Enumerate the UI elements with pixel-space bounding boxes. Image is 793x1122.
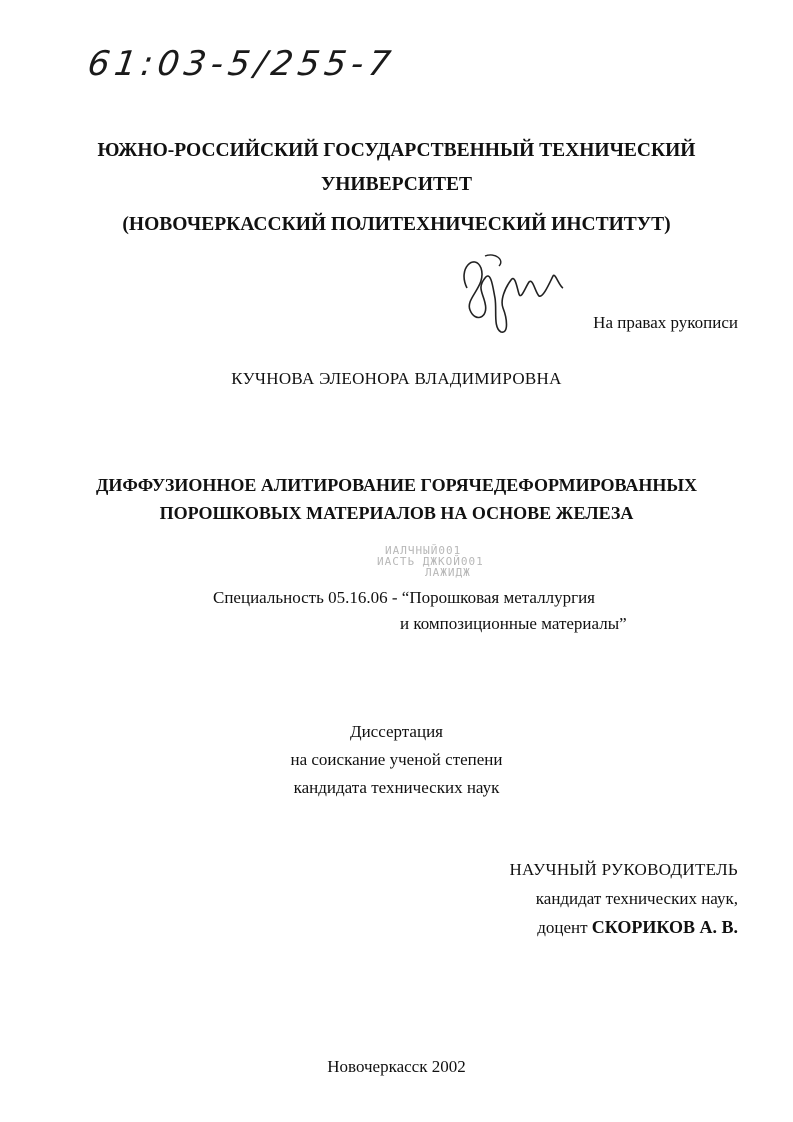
signature-stroke bbox=[464, 262, 563, 332]
dissertation-title-line2: ПОРОШКОВЫХ МАТЕРИАЛОВ НА ОСНОВЕ ЖЕЛЕЗА bbox=[159, 503, 634, 523]
university-name-line3: (НОВОЧЕРКАССКИЙ ПОЛИТЕХНИЧЕСКИЙ ИНСТИТУТ) bbox=[122, 214, 671, 235]
stamp-line: ИАСТЬ ДЖКОЙ001 bbox=[377, 555, 484, 568]
signature-stroke bbox=[485, 255, 501, 266]
stamp-line: ИАЛЧНЫЙ001 bbox=[385, 544, 462, 557]
city-year: Новочеркасск 2002 bbox=[327, 1057, 466, 1076]
rights-note: На правах рукописи bbox=[593, 313, 738, 332]
supervisor-heading: НАУЧНЫЙ РУКОВОДИТЕЛЬ bbox=[509, 860, 738, 879]
dissertation-field-line: кандидата технических наук bbox=[293, 778, 500, 797]
supervisor-position-name bbox=[537, 917, 738, 938]
handwritten-signature bbox=[455, 248, 565, 336]
university-name-line2: УНИВЕРСИТЕТ bbox=[320, 174, 473, 195]
author-name: КУЧНОВА ЭЛЕОНОРА ВЛАДИМИРОВНА bbox=[231, 369, 562, 388]
dissertation-degree-line: на соискание ученой степени bbox=[290, 750, 503, 769]
supervisor-degree: кандидат технических наук, bbox=[535, 889, 738, 908]
university-name-line1: ЮЖНО-РОССИЙСКИЙ ГОСУДАРСТВЕННЫЙ ТЕХНИЧЕСКИЙ bbox=[97, 140, 696, 161]
specialty-line1: Специальность 05.16.06 - “Порошковая металлургия bbox=[213, 588, 595, 607]
specialty-line2: и композиционные материалы” bbox=[400, 614, 627, 633]
dissertation-title-line1: ДИФФУЗИОННОЕ АЛИТИРОВАНИЕ ГОРЯЧЕДЕФОРМИРОВАННЫХ bbox=[95, 475, 698, 495]
supervisor-position: доцент bbox=[537, 918, 588, 937]
dissertation-label: Диссертация bbox=[349, 722, 443, 741]
supervisor-name: СКОРИКОВ А. В. bbox=[591, 917, 738, 937]
stamp-line: ЛАЖИДЖ bbox=[425, 566, 471, 579]
handwritten-archive-code: 61:03-5/255-7 bbox=[85, 44, 398, 84]
faint-stamp-imprint bbox=[377, 544, 484, 579]
